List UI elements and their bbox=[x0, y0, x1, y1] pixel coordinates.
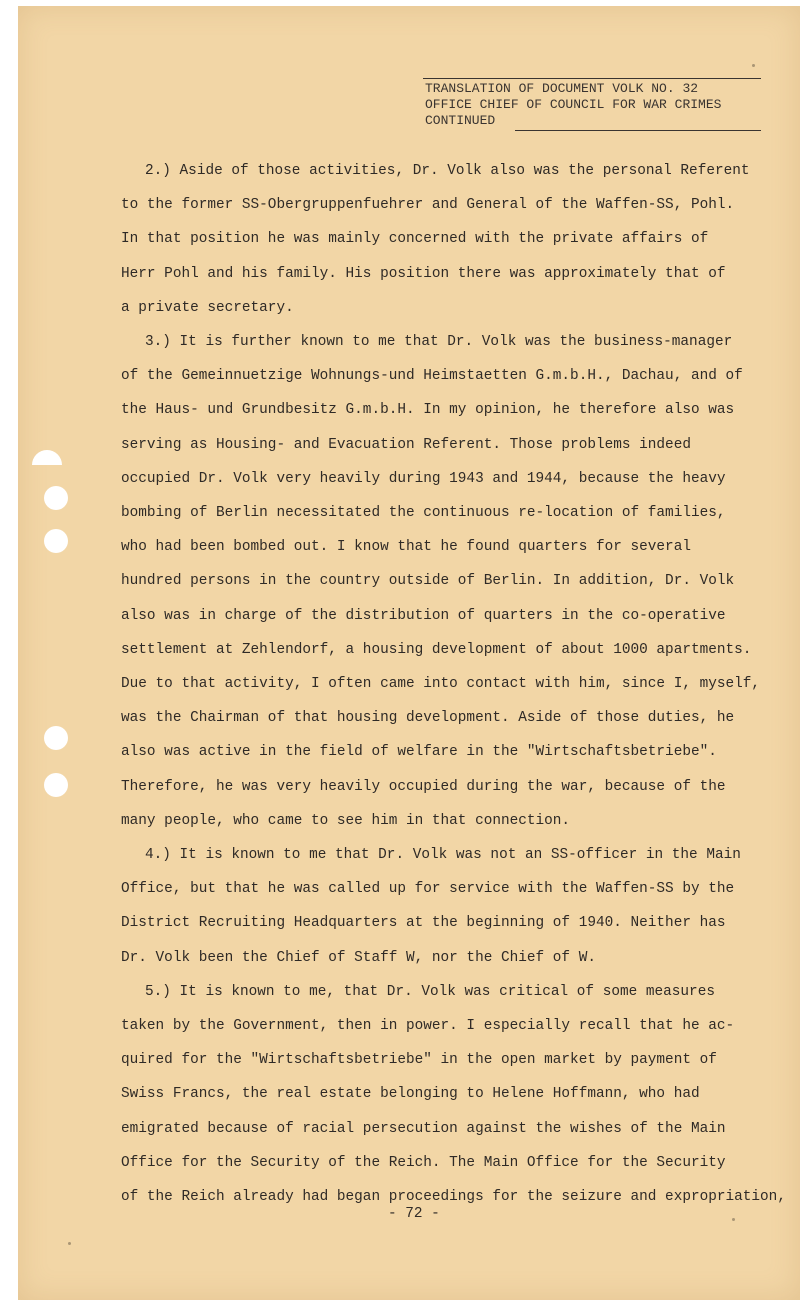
text-line: In that position he was mainly concerned with the private affairs of bbox=[121, 231, 709, 248]
paper-speck bbox=[732, 1218, 735, 1221]
text-line: 5.) It is known to me, that Dr. Volk was critical of some measures bbox=[145, 983, 715, 1000]
text-line: of the Reich already had began proceedings for the seizure and expropriation, bbox=[121, 1189, 786, 1206]
text-line: occupied Dr. Volk very heavily during 1943 and 1944, because the heavy bbox=[121, 470, 726, 487]
punch-hole bbox=[44, 529, 68, 553]
page-number: - 72 - bbox=[388, 1206, 440, 1222]
text-line: also was active in the field of welfare in the "Wirtschaftsbetriebe". bbox=[121, 744, 717, 761]
text-line: the Haus- und Grundbesitz G.m.b.H. In my opinion, he therefore also was bbox=[121, 402, 735, 419]
punch-hole bbox=[44, 726, 68, 750]
punch-hole bbox=[44, 486, 68, 510]
text-line: who had been bombed out. I know that he found quarters for several bbox=[121, 539, 691, 556]
text-line: serving as Housing- and Evacuation Referent. Those problems indeed bbox=[121, 436, 691, 453]
header-rule-bottom bbox=[515, 130, 761, 131]
paper-speck bbox=[68, 1242, 71, 1245]
text-line: Herr Pohl and his family. His position there was approximately that of bbox=[121, 265, 726, 282]
text-line: 3.) It is further known to me that Dr. Volk was the business-manager bbox=[145, 334, 733, 351]
document-header bbox=[423, 78, 761, 131]
punch-hole bbox=[44, 773, 68, 797]
text-line: Due to that activity, I often came into contact with him, since I, myself, bbox=[121, 676, 761, 693]
punch-hole bbox=[32, 450, 62, 480]
text-line: District Recruiting Headquarters at the beginning of 1940. Neither has bbox=[121, 915, 726, 932]
text-line: was the Chairman of that housing development. Aside of those duties, he bbox=[121, 710, 735, 727]
document-body bbox=[121, 154, 786, 1214]
header-line: TRANSLATION OF DOCUMENT VOLK NO. 32 bbox=[425, 81, 699, 96]
header-line: OFFICE CHIEF OF COUNCIL FOR WAR CRIMES bbox=[425, 97, 722, 112]
text-line: quired for the "Wirtschaftsbetriebe" in the open market by payment of bbox=[121, 1052, 717, 1069]
text-line: Office, but that he was called up for service with the Waffen-SS by the bbox=[121, 881, 735, 898]
text-line: to the former SS-Obergruppenfuehrer and General of the Waffen-SS, Pohl. bbox=[121, 197, 735, 214]
text-line: many people, who came to see him in that connection. bbox=[121, 812, 571, 829]
header-line: CONTINUED bbox=[425, 113, 496, 128]
text-line: a private secretary. bbox=[121, 299, 294, 316]
text-line: hundred persons in the country outside of Berlin. In addition, Dr. Volk bbox=[121, 573, 735, 590]
text-line: Swiss Francs, the real estate belonging to Helene Hoffmann, who had bbox=[121, 1086, 700, 1103]
text-line: settlement at Zehlendorf, a housing development of about 1000 apartments. bbox=[121, 641, 752, 658]
text-line: Therefore, he was very heavily occupied during the war, because of the bbox=[121, 778, 726, 795]
text-line: of the Gemeinnuetzige Wohnungs-und Heimstaetten G.m.b.H., Dachau, and of bbox=[121, 368, 743, 385]
text-line: Office for the Security of the Reich. The Main Office for the Security bbox=[121, 1154, 726, 1171]
text-line: Dr. Volk been the Chief of Staff W, nor the Chief of W. bbox=[121, 949, 596, 966]
paper-speck bbox=[752, 64, 755, 67]
text-line: bombing of Berlin necessitated the continuous re-location of families, bbox=[121, 505, 726, 522]
text-line: 2.) Aside of those activities, Dr. Volk also was the personal Referent bbox=[145, 163, 750, 179]
text-line: taken by the Government, then in power. I especially recall that he ac- bbox=[121, 1018, 735, 1035]
text-line: also was in charge of the distribution of quarters in the co-operative bbox=[121, 607, 726, 624]
text-line: 4.) It is known to me that Dr. Volk was not an SS-officer in the Main bbox=[145, 847, 741, 864]
header-rule-top bbox=[423, 78, 761, 79]
text-line: emigrated because of racial persecution against the wishes of the Main bbox=[121, 1120, 726, 1137]
document-page bbox=[18, 6, 800, 1300]
